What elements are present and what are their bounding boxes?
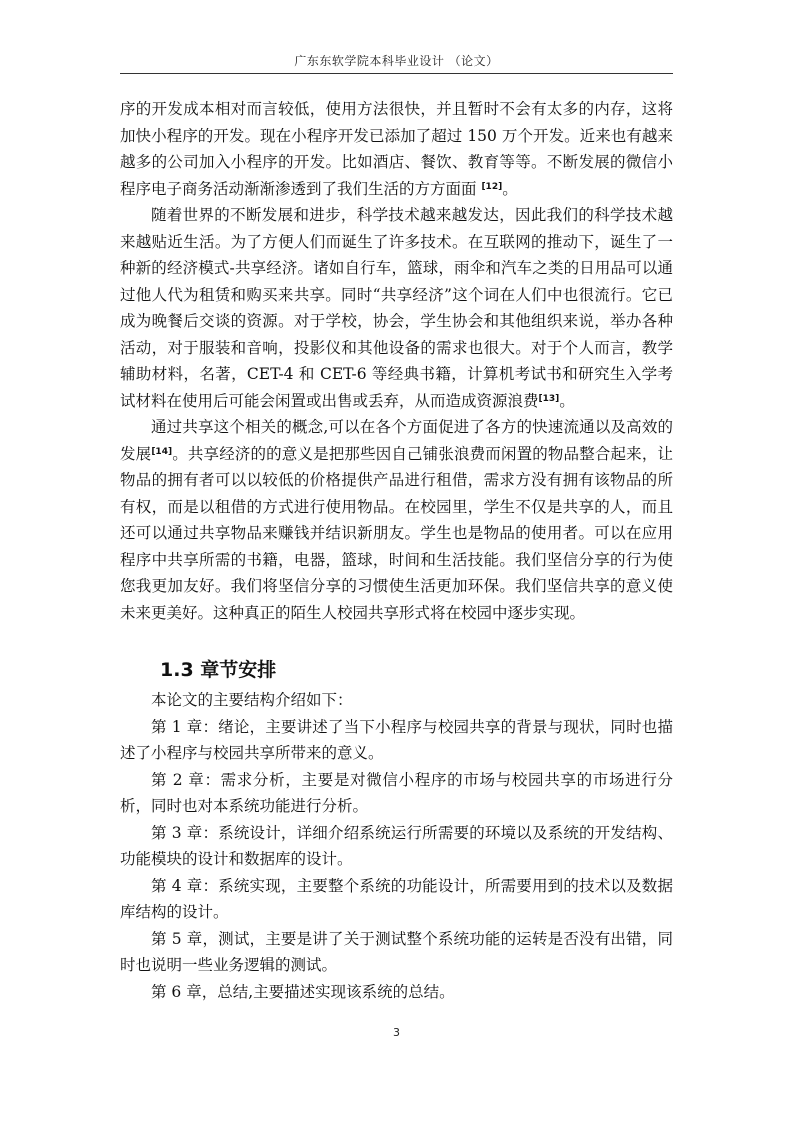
paragraph-2-tail: 。 — [559, 391, 575, 410]
chapter-item-2: 第 2 章：需求分析，主要是对微信小程序的市场与校园共享的市场进行分析，同时也对本系统功能进行分析。 — [120, 770, 673, 815]
paragraph-3-tail: 。共享经济的的意义是把那些因自己铺张浪费而闲置的物品整合起来，让物品的拥有者可以以较低的价格提供产品进行租借，需求方没有拥有该物品的所有权，而是以租借的方式进行使用物品。在校园里，学生不仅是共享的人，而且还可以通过共享物品来赚钱并结识新朋友。学生也是物品的使用者。可以在应用程序中共享所需的书籍，电器，篮球，时间和生活技能。我们坚信分享的行为使您我更加友好。我们将坚信分享的习惯使生活更加环保。我们坚信共享的意义使未来更美好。这种真正的陌生人校园共享形式将在校园中逐步实现。 — [120, 444, 673, 622]
body-text — [120, 96, 673, 626]
paragraph-1-text: 序的开发成本相对而言较低，使用方法很快，并且暂时不会有太多的内存，这将加快小程序的开发。现在小程序开发已添加了超过 150 万个开发。近来也有越来越多的公司加入小程序的开发。比如酒店、餐饮、教育等等。不断发展的微信小程序电子商务活动渐渐渗透到了我们生活的方方面面 — [120, 100, 673, 198]
paragraph-1-tail: 。 — [502, 179, 518, 198]
paragraph-3-text: 通过共享这个相关的概念,可以在各个方面促进了各方的快速流通以及高效的发展 — [120, 418, 673, 463]
chapter-item-6: 第 6 章，总结,主要描述实现该系统的总结。 — [151, 982, 455, 1001]
chapter-item-4: 第 4 章：系统实现，主要整个系统的功能设计，所需要用到的技术以及数据库结构的设计。 — [120, 876, 673, 921]
page-number: 3 — [393, 1026, 400, 1039]
paragraph-1 — [120, 96, 673, 202]
section-heading: 1.3 章节安排 — [160, 659, 277, 681]
chapter-item-1: 第 1 章：绪论，主要讲述了当下小程序与校园共享的背景与现状，同时也描述了小程序与校园共享所带来的意义。 — [120, 717, 673, 762]
header-rule — [120, 73, 673, 74]
paragraph-3 — [120, 414, 673, 626]
chapter-list — [120, 687, 673, 1005]
chapter-item-5: 第 5 章，测试，主要是讲了关于测试整个系统功能的运转是否没有出错，同时也说明一些业务逻辑的测试。 — [120, 929, 673, 974]
paragraph-2 — [120, 202, 673, 414]
citation-12: [12] — [481, 181, 503, 192]
citation-13: [13] — [538, 393, 560, 404]
chapter-item-3: 第 3 章：系统设计，详细介绍系统运行所需要的环境以及系统的开发结构、功能模块的设计和数据库的设计。 — [120, 823, 673, 868]
paragraph-2-text: 随着世界的不断发展和进步，科学技术越来越发达，因此我们的科学技术越来越贴近生活。为了方便人们而诞生了许多技术。在互联网的推动下，诞生了一种新的经济模式-共享经济。诸如自行车，篮球，雨伞和汽车之类的日用品可以通过他人代为租赁和购买来共享。同时“共享经济”这个词在人们中也很流行。它已成为晚餐后交谈的资源。对于学校，协会，学生协会和其他组织来说，举办各种活动，对于服装和音响，投影仪和其他设备的需求也很大。对于个人而言，教学辅助材料，名著，CET-4 和 CET-6 等经典书籍，计算机考试书和研究生入学考试材料在使用后可能会闲置或出售或丢弃，从而造成资源浪费 — [120, 206, 673, 410]
citation-14: [14] — [151, 446, 173, 457]
section-intro: 本论文的主要结构介绍如下： — [151, 691, 353, 709]
running-header: 广东东软学院本科毕业设计 （论文） — [294, 54, 499, 68]
